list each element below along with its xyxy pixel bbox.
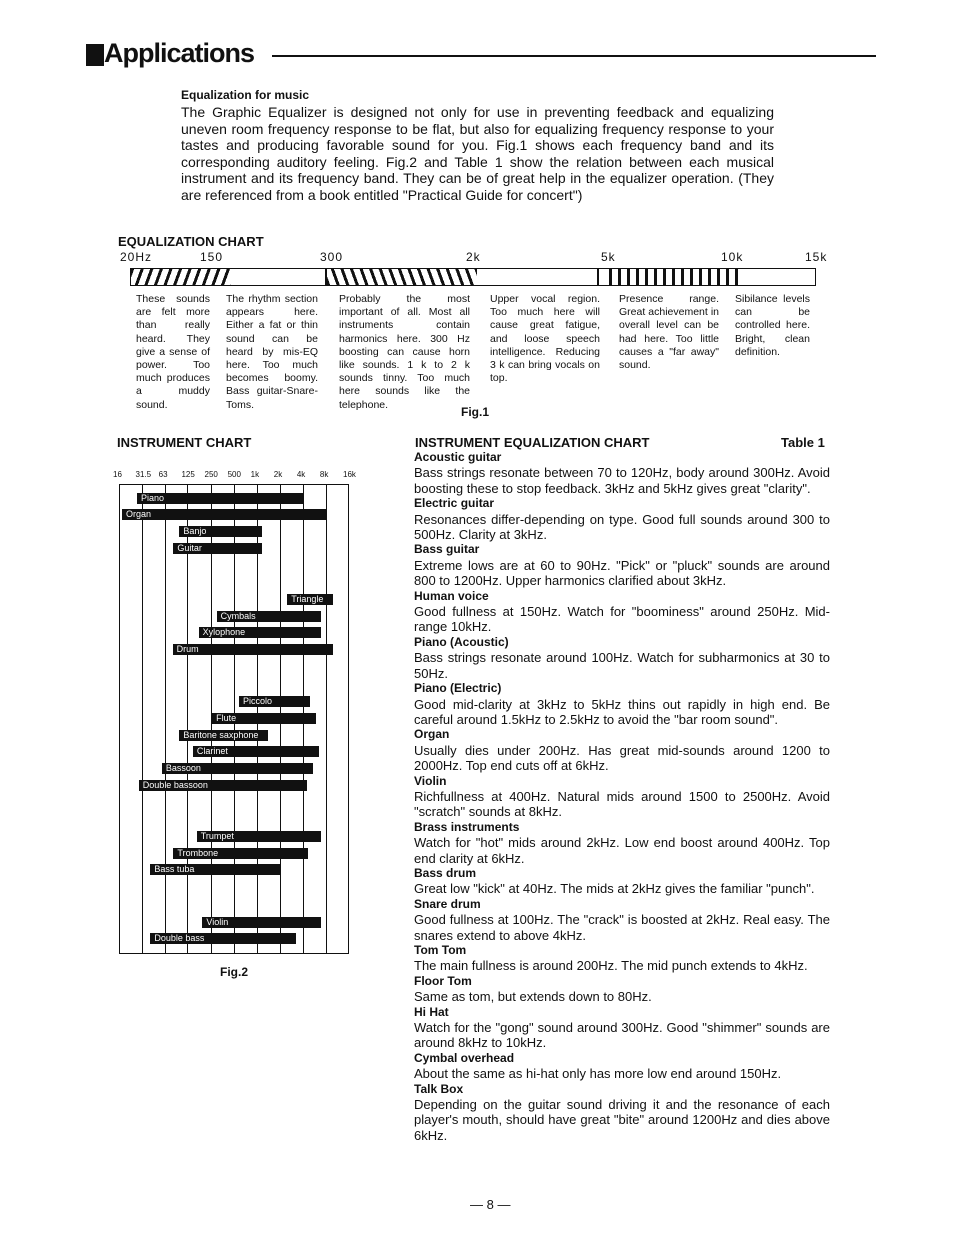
instrument-bar: Piano	[137, 493, 304, 504]
band-low-hatch	[131, 269, 231, 285]
page-title: Applications	[104, 38, 255, 68]
table-entry-text: Richfullness at 400Hz. Natural mids around 1500 to 2500Hz. Avoid "scratch" sounds at 8kHz.	[414, 788, 830, 820]
instrument-bar: Double bass	[150, 933, 296, 944]
freq-label: 15k	[805, 250, 828, 264]
table-entry-text: Watch for the "gong" sound around 300Hz. Good "shimmer" sounds are around 8kHz to 10kHz.	[414, 1020, 830, 1051]
instrument-bar: Violin	[202, 917, 321, 928]
freq-label: 20Hz	[120, 250, 153, 264]
table-entry-name: Bass drum	[414, 865, 477, 880]
table-entry-name: Talk Box	[414, 1081, 464, 1096]
instrument-tick-label: 125	[181, 470, 195, 479]
instrument-bar: Drum	[173, 644, 334, 655]
instrument-bar: Guitar	[173, 543, 262, 554]
band-description: The rhythm section appears here. Either a fat or thin sound can be heard by mis-EQ here. Too much becomes boomy. Bass guitar-Snare-Toms.	[226, 293, 318, 411]
table-entry-name: Human voice	[414, 588, 489, 603]
table-entry-text: Extreme lows are at 60 to 90Hz. "Pick" or "pluck" sounds are around 800 to 1200Hz. Upper harmonics clarified about 3kHz.	[414, 557, 830, 589]
table-entry-text: Resonances differ-depending on type. Good full sounds around 300 to 500Hz. Clarity at 3kHz.	[414, 511, 830, 543]
table-title: INSTRUMENT EQUALIZATION CHART	[415, 435, 650, 450]
table-entry-text: Same as tom, but extends down to 80Hz.	[414, 989, 652, 1005]
table-entry-text: Usually dies under 200Hz. Has great mid-sounds around 1200 to 2000Hz. Top end cuts off at 6kHz.	[414, 742, 830, 774]
instrument-eq-table	[414, 450, 830, 1143]
table-entry-name: Bass guitar	[414, 542, 480, 557]
instrument-grid-line	[165, 484, 166, 954]
instrument-grid-line	[326, 484, 327, 954]
table-entry-text: Good fullness at 100Hz. The "crack" is boosted at 2kHz. Real easy. The snares extend to above 4kHz.	[414, 912, 830, 943]
instrument-grid-line	[187, 484, 188, 954]
table-entry-name: Electric guitar	[414, 496, 495, 511]
table-entry-name: Snare drum	[414, 896, 481, 911]
instrument-bar: Baritone saxphone	[179, 730, 268, 741]
freq-label: 10k	[721, 250, 744, 264]
band-mid	[326, 268, 598, 286]
instrument-tick-label: 4k	[296, 470, 306, 479]
table-entry-name: Hi Hat	[414, 1004, 449, 1019]
instrument-bar: Triangle	[287, 594, 333, 605]
table-entry-text: Bass strings resonate around 100Hz. Watch for subharmonics at 30 to 50Hz.	[414, 650, 830, 681]
instrument-tick-label: 250	[204, 470, 218, 479]
page-number: — 8 —	[470, 1197, 511, 1212]
table-entry-text: Depending on the guitar sound driving it and the resonance of each player's mouth, should have great "bite" around 1200Hz and dies above 6kHz.	[414, 1097, 830, 1143]
header-rule	[272, 55, 876, 57]
instrument-bar: Banjo	[179, 526, 262, 537]
table-entry-text: Great low "kick" at 40Hz. The mids at 2kHz gives the familiar "punch".	[414, 881, 815, 897]
table-entry-name: Violin	[414, 773, 447, 788]
fig2-caption: Fig.2	[220, 965, 249, 979]
table-entry-text: The main fullness is around 200Hz. The mid punch extends to 4kHz.	[414, 958, 808, 974]
eq-chart-title: EQUALIZATION CHART	[118, 234, 264, 249]
instrument-bar: Piccolo	[239, 696, 310, 707]
fig1-caption: Fig.1	[461, 405, 490, 419]
instrument-bar: Clarinet	[193, 746, 319, 757]
instrument-bar: Trumpet	[197, 831, 322, 842]
instrument-bar: Organ	[122, 509, 326, 520]
instrument-tick-label: 16	[113, 470, 122, 479]
freq-label: 150	[200, 250, 224, 264]
instrument-bar: Double bassoon	[139, 780, 307, 791]
table-entry-text: About the same as hi-hat only has more low end around 150Hz.	[414, 1066, 782, 1082]
table-entry-name: Tom Tom	[414, 943, 467, 957]
band-low	[130, 268, 326, 286]
instrument-tick-label: 500	[227, 470, 241, 479]
instrument-tick-label: 2k	[273, 470, 283, 479]
instrument-bar: Cymbals	[217, 611, 322, 622]
instrument-bar: Bass tuba	[150, 864, 281, 875]
table-entry-name: Piano (Electric)	[414, 681, 502, 696]
table-entry-text: Good fullness at 150Hz. Watch for "boominess" around 250Hz. Mid-range 10kHz.	[414, 604, 830, 635]
table-entry-text: Bass strings resonate between 70 to 120Hz, body around 300Hz. Avoid boosting these to stop feedback. 3kHz and 5kHz gives great "clarity".	[414, 465, 830, 496]
table-entry-text: Good mid-clarity at 3kHz to 5kHz thins out rapidly in high end. Be careful around 1.5kHz to 2.5kHz to avoid the "bar room sound".	[414, 696, 830, 727]
band-description: Presence range. Great achievement in overall level can be had here. Too little causes a "far away" sound.	[619, 293, 719, 372]
instrument-tick-label: 1k	[250, 470, 260, 479]
intro-heading: Equalization for music	[181, 88, 310, 102]
instrument-tick-label: 31.5	[135, 470, 152, 479]
header-square-icon	[86, 44, 104, 66]
band-high-hatch	[609, 269, 739, 285]
instrument-tick-label: 63	[158, 470, 168, 479]
instrument-chart-title: INSTRUMENT CHART	[117, 435, 252, 450]
band-description: Sibilance levels can be controlled here. Bright, clean definition.	[735, 293, 810, 358]
band-description: Probably the most important of all. Most all instruments contain harmonics here. 300 Hz boosting can cause horn like sounds. 1 k to 2 k sounds tinny. Too much here sounds like the telephone.	[339, 293, 470, 411]
table-entry-text: Watch for "hot" mids around 2kHz. Low end boost around 400Hz. Top end clarity at 6kHz.	[414, 835, 830, 866]
instrument-bar: Xylophone	[199, 627, 322, 638]
instrument-bar: Trombone	[173, 848, 308, 859]
band-high	[598, 268, 816, 286]
table-entry-name: Piano (Acoustic)	[414, 634, 509, 649]
instrument-tick-label: 8k	[319, 470, 329, 479]
table-entry-name: Floor Tom	[414, 973, 472, 988]
table-label: Table 1	[781, 435, 825, 450]
table-entry-name: Brass instruments	[414, 819, 520, 834]
instrument-bar: Bassoon	[162, 763, 314, 774]
intro-body: The Graphic Equalizer is designed not only for use in preventing feedback and equalizing uneven room frequency response to be flat, but also for equalizing frequency response to your tastes and producing favorable sound for you. Fig.1 shows each frequency band and its corresponding auditory feeling. Fig.2 and Table 1 show the relation between each musical instrument and its frequency band. They can be of great help in the equalizer operation. (They are referenced from a book entitled "Practical Guide for concert")	[181, 104, 774, 203]
table-entry-name: Organ	[414, 727, 450, 742]
table-entry-name: Cymbal overhead	[414, 1050, 515, 1065]
instrument-bar: Flute	[212, 713, 316, 724]
instrument-tick-label: 16k	[343, 470, 356, 479]
band-description: Upper vocal region. Too much here will cause great fatigue, and loose speech intelligence. Reducing 3 k can bring vocals on top.	[490, 293, 600, 385]
freq-label: 2k	[466, 250, 481, 264]
table-entry-name: Acoustic guitar	[414, 450, 502, 464]
freq-label: 300	[320, 250, 344, 264]
band-description: These sounds are felt more than really heard. They give a sense of power. Too much produces a muddy sound.	[136, 293, 210, 411]
band-mid-hatch	[327, 269, 477, 285]
instrument-grid-line	[142, 484, 143, 954]
freq-label: 5k	[601, 250, 616, 264]
instrument-chart	[114, 466, 364, 956]
